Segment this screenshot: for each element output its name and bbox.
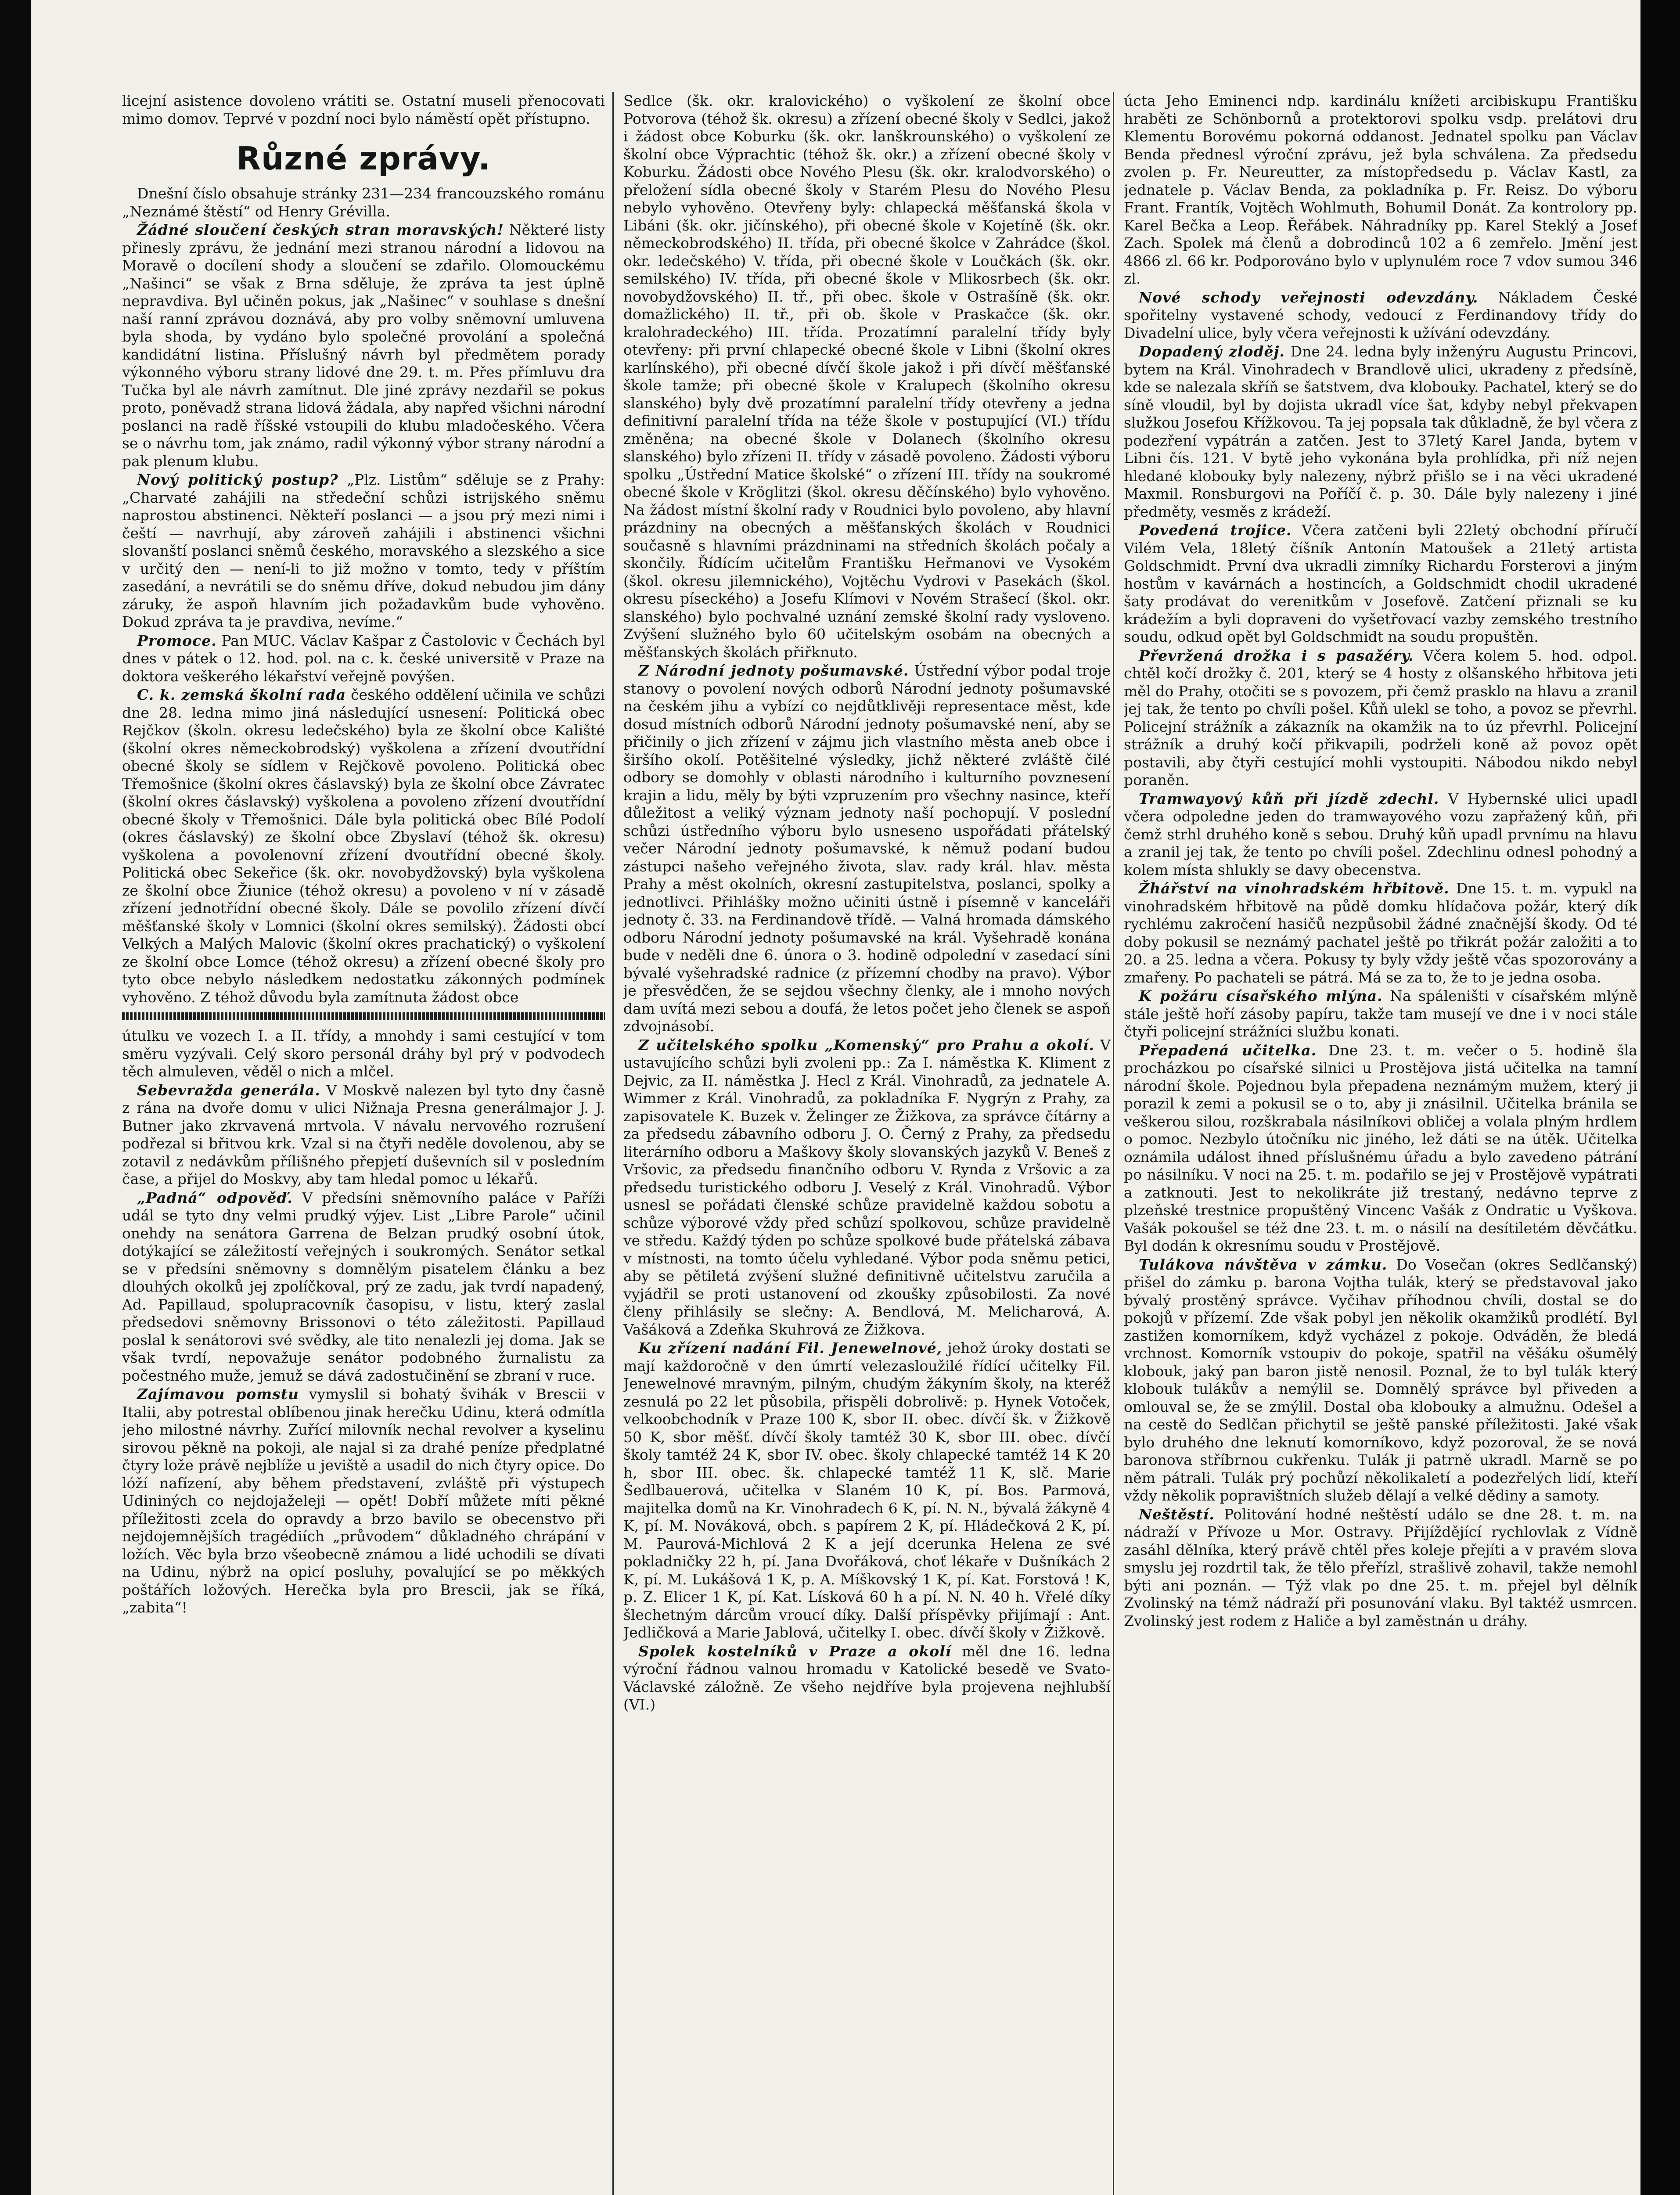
article-headline: Nový politický postup? bbox=[137, 471, 338, 488]
article-paragraph bbox=[1124, 790, 1637, 879]
article-text: měl dne 16. ledna výroční řádnou valnou hromadu v Katolické besedě ve Svato-Václavské záložně. Ze všeho nejdříve byla projevena nejhlubší (VI.) bbox=[623, 1642, 1111, 1713]
section-divider bbox=[122, 1012, 605, 1020]
article-text: úcta Jeho Eminenci ndp. kardinálu knížeti arcibiskupu Františku hraběti ze Schönbornů a protektorovi spolku vsdp. prelátovi dru Klementu Borovému pokorná oddanost. Jednatel spolku pan Václav Benda přednesl výroční zprávu, jež byla schválena. Za předsedu zvolen p. Fr. Neureutter, za místopředsedu p. Václav Kastl, za jednatele p. Václav Benda, za pokladníka p. Fr. Reisz. Do výboru Frant. Frantík, Vojtěch Wohlmuth, Bohumil Donát. Za kontrolory pp. Karel Bečka a Leop. Řeřábek. Náhradníky pp. Karel Steklý a Josef Zach. Spolek má členů a dobrodinců 102 a 6 zemřelo. Jmění jest 4866 zl. 66 kr. Podporováno bylo v uplynulém roce 7 vdov sumou 346 zl. bbox=[1124, 92, 1637, 287]
article-text: vymyslil si bohatý švihák v Brescii v Italii, aby potrestal oblíbenou jinak herečku Udinu, která odmítla jeho milostné návrhy. Zuřící milovník nechal revolver a kyselinu sirovou pěkně na pokoji, ale najal si za drahé peníze předplatné čtyry lože právě nejblíže u jeviště a usadil do nich čtyry opice. Do lóží nafízení, aby během představení, zvláště při výstupech Udininých co nejdojaželeji — opět! Dobří můžete míti pěkné příležitosti zcela do opravdy a brzo bavilo se obecenstvo při nejdojemnějších tragédiích „průvodem“ důkladného chrápání v ložích. Věc byla brzo všeobecně známou a lidé uchodili se dívati na Udinu, nýbrž na opicí posluhy, povalující se po měkkých poštářích ložových. Herečka byla pro Brescii, jak se říká, „zabita“! bbox=[122, 1385, 605, 1616]
article-headline: Z Národní jednoty pošumavské. bbox=[638, 662, 909, 679]
article-headline: K požáru císařského mlýna. bbox=[1139, 987, 1383, 1004]
article-text: „Plz. Listům“ sděluje se z Prahy: „Charvaté zahájili na středeční schůzi istrijského sněmu naprostou abstinenci. Někteří poslanci — a jsou prý mezi nimi i čeští — navrhují, aby zároveň zahájili i abstinenci všichni slovanští poslanci sněmů českého, moravského a slezského a sice v určitý den — není-li to již možno v tomto, tedy v příštím zasedání, a nevrátili se do sněmu dříve, dokud nebudou jim dány záruky, že aspoň hlavním jich požadavkům bude vyhověno. Dokud zpráva ta je pravdiva, nevíme.“ bbox=[122, 471, 605, 630]
article-paragraph bbox=[122, 92, 605, 128]
article-text: V předsíni sněmovního paláce v Paříži udál se tyto dny velmi prudký výjev. List „Libre Parole“ učinil onehdy na senátora Garrena de Belzan prudký osobní útok, dotýkající se záležitostí veřejných i soukromých. Senátor setkal se v předsíni sněmovny s domnělým pisatelem článku a bez dlouhých okolků jej zpolíčkoval, prý ze zadu, jak tvrdí napadený, Ad. Papillaud, spolupracovník časopisu, v listu, který zaslal předsedovi sněmovny Brissonovi o této záležitosti. Papillaud poslal k senátorovi své svědky, ale tito nenalezli jej doma. Jak se však tvrdí, nepovažuje senátor podobného žurnalistu za počestného muže, jemuž se dává zadostučinění se zbraní v ruce. bbox=[122, 1189, 605, 1384]
article-paragraph bbox=[1124, 522, 1637, 646]
article-text: Nákladem České spořitelny vystavené schody, vedoucí z Ferdinandovy třídy do Divadelní ulice, byly včera veřejnosti k užívání odevzdány. bbox=[1124, 288, 1637, 342]
article-text: útulku ve vozech I. a II. třídy, a mnohdy i sami cestující v tom směru vyzývali. Celý skoro personál dráhy byl prý v podvodech těch almuleven, věděl o nich a mlčel. bbox=[122, 1027, 605, 1080]
article-paragraph bbox=[122, 1189, 605, 1385]
article-text: Některé listy přinesly zprávu, že jednání mezi stranou národní a lidovou na Moravě o docílení shody a sloučení se zdařilo. Olomouckému „Našinci“ se však z Brna sděluje, že zpráva ta jest úplně nepravdiva. Byl učiněn pokus, jak „Našinec“ v souhlase s dnešní naší ranní zprávou doznává, aby pro volby sněmovní umluvena byla shoda, by vydáno bylo společné provolání a společná kandidátní listina. Příslušný návrh byl předmětem porady výkonného výboru strany lidové dne 29. t. m. Přes přímluvu dra Tučka byl ale návrh zamítnut. Dle jiné zprávy nezdařil se pokus proto, poněvadž strana lidová žádala, aby napřed všichni národní poslanci na radě říšské vstoupili do klubu mladočeského. Včera se o návrhu tom, jak známo, radil výkonný výbor strany národní a pak plenum klubu. bbox=[122, 221, 605, 470]
article-headline: Žhářství na vinohradském hřbitově. bbox=[1139, 880, 1450, 897]
article-headline: Převržená drožka i s pasažéry. bbox=[1139, 647, 1414, 664]
article-paragraph bbox=[1124, 987, 1637, 1041]
scan-edge-left bbox=[0, 0, 31, 2195]
article-text: Ústřední výbor podal troje stanovy o povolení nových odborů Národní jednoty pošumavské na českém jihu a vybízí co nejdůtklivěji representace měst, kde dosud místních odborů Národní jednoty pošumavské není, aby se přičinily o jich zřízení v zájmu jich vlastního města aneb obce i širšího okolí. Potěšitelné výsledky, jichž některé zvláště čilé odbory se domohly v oblasti národního i kulturního povznesení krajin a lidu, měly by býti vzpruzením pro všechny nasince, kteří důležitost a veliký význam jednoty naší pochopují. V poslední schůzi ústředního výboru bylo usneseno uspořádati přátelský večer Národní jednoty pošumavské, k němuž podaní budou zástupci našeho veřejného života, slav. rady král. hlav. města Prahy a měst okolních, okresní zastupitelstva, poslanci, spolky a jednotlivci. Přihlášky možno učiniti ústně i písemně v kanceláři jednoty č. 33. na Ferdinandově třídě. — Valná hromada dámského odboru Národní jednoty pošumavské na král. Vyšehradě konána bude v neděli dne 6. února o 3. hodině odpolední v zasedací síni bývalé vyšehradské radnice (z přízemní chodby na pravo). Výbor je přesvědčen, že se sejdou všechny členky, ale i mnoho nových dam uvítá mezi sebou a doufá, že letos počet jeho členek se aspoň zdvojnásobí. bbox=[623, 662, 1111, 1035]
article-headline: C. k. zemská školní rada bbox=[137, 686, 346, 703]
article-headline: Zajímavou pomstu bbox=[137, 1385, 299, 1403]
article-headline: Tulákova návštěva v zámku. bbox=[1139, 1256, 1388, 1273]
article-text: jehož úroky dostati se mají každoročně v den úmrtí velezasloužilé řídící učitelky Fil. Jenewelnové mravným, pilným, chudým žákyním školy, na kteréž zesnulá po 22 let působila, přispěli dobrolivě: p. Hynek Votoček, velkoobchodník v Praze 100 K, sbor II. obec. dívčí šk. v Žižkově 50 K, sbor měšť. dívčí školy tamtéž 30 K, sbor III. obec. dívčí školy tamtéž 24 K, sbor IV. obec. školy chlapecké tamtéž 14 K 20 h, sbor III. obec. šk. chlapecké tamtéž 11 K, slč. Marie Šedlbauerová, učitelka v Slaném 10 K, pí. Bos. Parmová, majitelka domů na Kr. Vinohradech 6 K, pí. N. N., bývalá žákyně 4 K, pí. M. Nováková, obch. s papírem 2 K, pí. Hládečková 2 K, pí. M. Paurová-Michlová 2 K a její dcerunka Helena ze své pokladničky 22 h, pí. Jana Dvořáková, choť lékaře v Dušníkách 2 K, pí. M. Lukášová 1 K, p. A. Míškovský 1 K, pí. Kat. Forstová ! K, p. Z. Elicer 1 K, pí. Kat. Lísková 60 h a pí. N. N. 40 h. Vřelé díky šlechetným dárcům vroucí díky. Další příspěvky přijímají : Ant. Jedličková a Marie Jablová, učitelky I. obec. dívčí školy v Žižkově. bbox=[623, 1339, 1111, 1641]
article-text: Dne 15. t. m. vypukl na vinohradském hřbitově na půdě domku hlídačova požár, který dík rychlému zakročení hasičů nezpůsobil žádné značnější škody. Od té doby pokusil se neznámý pachatel ještě po třikrát požár založiti a to 20. a 25. ledna a včera. Pokusy ty byly vždy ještě včas spozorovány a zmařeny. Po pachateli se pátrá. Má se za to, že to je jedna osoba. bbox=[1124, 880, 1637, 986]
article-paragraph bbox=[122, 686, 605, 1006]
article-paragraph bbox=[1124, 647, 1637, 789]
article-paragraph bbox=[623, 1339, 1111, 1642]
article-text: Do Vosečan (okres Sedlčanský) přišel do zámku p. barona Vojtha tulák, který se představoval jako bývalý prostěný správce. Vyčihav příhodnou chvíli, dostal se do pokojů v přízemí. Zde však pobyl jen několik okamžiků prodlétí. Byl zastižen komorníkem, když vycházel z pokoje. Odváděn, že bledá vrchnost. Komorník vstoupiv do pokoje, spatřil na věšáku ošumělý klobouk, jaký pan baron jistě nenosil. Poznal, že to byl tulák který klobouk tulákův a nemýlil se. Domnělý správce byl přiveden a omlouval se, že se zmýlil. Dostal oba klobouky a almužnu. Odešel a na cestě do Sedlčan přichytil se ještě panské příležitosti. Jaké však bylo druhého dne leknutí komorníkovo, když pozoroval, že se nová baronova stříbrnou cukřenku. Tulák ji patrně ukradl. Marně se po něm pátrali. Tulák prý pochůzí několikaletí a podezřelých lidí, kteří vždy několik popravištních služeb dělají a velké dědiny a samoty. bbox=[1124, 1256, 1637, 1504]
article-paragraph bbox=[1124, 880, 1637, 986]
article-paragraph bbox=[1124, 92, 1637, 288]
article-headline: Přepadená učitelka. bbox=[1139, 1041, 1317, 1059]
article-paragraph bbox=[623, 662, 1111, 1036]
article-paragraph bbox=[1124, 1042, 1637, 1255]
article-text: Politování hodné neštěstí událo se dne 28. t. m. na nádraží v Přívoze u Mor. Ostravy. Přijíždějící rychlovlak z Vídně zasáhl dělníka, který právě chtěl přes koleje přejíti a v pravém slova smyslu jej rozdrtil tak, že tělo přeřízl, strašlivě zohavil, takže nemohl býti ani poznán. — Týž vlak po dne 25. t. m. přejel byl dělník Zvolinský na témž nádraží při posunování vlaku. Byl taktéž usmrcen. Zvolinský jest rodem z Haliče a byl zaměstnán u dráhy. bbox=[1124, 1505, 1637, 1630]
article-text: Dnešní číslo obsahuje stránky 231—234 francouzského románu „Neznámé štěstí“ od Henry Grévilla. bbox=[122, 185, 605, 220]
article-headline: Promoce. bbox=[137, 632, 217, 649]
article-text: V ustavujícího schůzi byli zvoleni pp.: Za I. náměstka K. Kliment z Dejvic, za II. náměstka J. Hecl z Král. Vinohradů, za jednatele A. Wimmer z Král. Vinohradů, za pokladníka F. Nygrýn z Prahy, za zapisovatele K. Buzek v. Želinger ze Žižkova, za správce čítárny a za předsedu zábavního odboru J. O. Černý z Prahy, za předsedu literárního odboru a Maškovy školy slovanských jazyků V. Beneš z Vršovic, za předsedu finančního odboru V. Rynda z Vršovic a za předsedu turistického odboru J. Veselý z Král. Vinohradů. Výbor usnesl se pořádati členské schůze pravidelně každou sobotu a schůze výborové vždy před schůzí spolkovou, schůze pravidelně ve středu. Každý týden po schůze spolkové bude přátelská zábava v místnosti, na tomto účelu vyhledané. Výbor poda sněmu petici, aby se pětiletá zvýšení služné definitivně učitelstvu zaručila a vyjádřil se proti ustanovení od zkoušky způsobilosti. Za nové členy přihlásily se slečny: A. Bendlová, M. Melicharová, A. Vašáková a Zdeňka Skuhrová ze Žižkova. bbox=[623, 1036, 1111, 1338]
article-paragraph bbox=[122, 1027, 605, 1081]
article-headline: Povedená trojice. bbox=[1139, 522, 1292, 539]
column-2 bbox=[623, 92, 1111, 2195]
article-text: licejní asistence dovoleno vrátiti se. Ostatní museli přenocovati mimo domov. Teprvé v pozdní noci bylo náměstí opět přístupno. bbox=[122, 92, 605, 127]
article-paragraph bbox=[623, 1643, 1111, 1714]
scan-edge-right bbox=[1640, 0, 1680, 2195]
article-paragraph bbox=[122, 632, 605, 686]
article-headline: Ku zřízení nadání Fil. Jenewelnové, bbox=[638, 1339, 943, 1357]
article-headline: Tramwayový kůň při jízdě zdechl. bbox=[1139, 790, 1439, 807]
article-paragraph bbox=[122, 1385, 605, 1617]
article-paragraph bbox=[122, 221, 605, 470]
article-headline: Nové schody veřejnosti odevzdány. bbox=[1139, 288, 1479, 306]
article-paragraph bbox=[1124, 289, 1637, 342]
article-headline: Z učitelského spolku „Komenský“ pro Prahu a okolí. bbox=[638, 1036, 1094, 1054]
article-text: Dne 24. ledna byly inženýru Augustu Princovi, bytem na Král. Vinohradech v Brandlově ulici, ukradeny z předsíně, kde se nalezala skříň se šatstvem, dva klobouky. Pachatel, který se do síně vloudil, byl by dojista ukradl více šat, kdyby nebyl překvapen služkou Josefou Křížkovou. Ta jej popsala tak důkladně, že byl včera z podezření vypátrán a zatčen. Jest to 37letý Karel Janda, bytem v Libni čís. 121. V bytě jeho vykonána byla prohlídka, při níž nejen hledané klobouky byly nalezeny, nýbrž přišlo se i na věci ukradené Maxmil. Ronsburgovi na Poříčí č. p. 30. Dále byly nalezeny i jiné předměty, vesměs z krádeží. bbox=[1124, 343, 1637, 520]
article-paragraph bbox=[623, 1036, 1111, 1339]
article-paragraph bbox=[122, 185, 605, 220]
article-text: V Moskvě nalezen byl tyto dny časně z rána na dvoře domu v ulici Nižnaja Presna generálmajor J. J. Butner jako zkrvavená mrtvola. V návalu nervového rozrušení podřezal si břitvou krk. Vzal si na čtyři neděle dovolenou, aby se zotavil z nedávkům přílišného přepjetí duševních sil v posledním čase, a přijel do Moskvy, aby tam hledal pomoc u lékařů. bbox=[122, 1081, 605, 1187]
article-headline: „Padná“ odpověď. bbox=[137, 1189, 293, 1206]
article-text: V Hybernské ulici upadl včera odpoledne jeden do tramwayového vozu zapřažený kůň, při čemž strhl druhého koně s sebou. Druhý kůň upadl prvnímu na hlavu a zranil jej tak, že tento po chvíli pošel. Zdechlinu odnesl pohodný a kolem místa shlukly se davy obecenstva. bbox=[1124, 790, 1637, 878]
column-rule bbox=[1113, 92, 1114, 2195]
column-3 bbox=[1124, 92, 1637, 2195]
section-title: Různé zprávy. bbox=[236, 140, 491, 177]
article-headline: Neštěstí. bbox=[1139, 1505, 1215, 1523]
article-text: Včera zatčeni byli 22letý obchodní příručí Vilém Vela, 18letý číšník Antonín Matoušek a 21letý artista Goldschmidt. První dva ukradli zimníky Richardu Forsterovi a jiným hostům v kavárnách a hostincích, a Goldschmidt chodil ukradené šaty prodávat do verenitkům v Josefově. Zatčení přiznali se ku krádežím a byli dopraveni do vyšetřovací vazby zemského trestního soudu, odkud opět byl Goldschmidt na soudu propuštěn. bbox=[1124, 522, 1637, 645]
article-headline: Sebevražda generála. bbox=[137, 1081, 320, 1099]
article-headline: Dopadený zloděj. bbox=[1139, 343, 1285, 360]
article-paragraph bbox=[1124, 1506, 1637, 1630]
article-text: Pan MUC. Václav Kašpar z Častolovic v Čechách byl dnes v pátek o 12. hod. pol. na c. k. české universitě v Praze na doktora veškerého lékařství veřejně povýšen. bbox=[122, 632, 605, 685]
article-text: Sedlce (šk. okr. kralovického) o vyškolení ze školní obce Potvorova (téhož šk. okresu) a zřízení obecné školy v Sedlci, jakož i žádost obce Koburku (šk. okr. lanškrounského) o vyškolení ze školní obce Výprachtic (téhož šk. okr.) a zřízení obecné školy v Koburku. Žádosti obce Nového Plesu (šk. okr. kralodvorského) o přeložení sídla obecné školy v Starém Plesu do Nového Plesu nebylo vyhověno. Otevřeny byly: chlapecká měšťanská škola v Libáni (šk. okr. jičínského), při obecné škole v Kojetíně (šk. okr. německobrodského) II. třída, při obecné školce v Zahrádce (škol. okr. ledečského) V. třída, při obecné škole v Loučkách (šk. okr. semilského) IV. třída, při obecné škole v Mlikosrbech (šk. okr. novobydžovského) II. tř., při obec. škole v Ostrašíně (šk. okr. domažlického) II. tř., při ob. škole v Praskačce (šk. okr. kralohradeckého) III. třída. Prozatímní paralelní třídy byly otevřeny: při první chlapecké obecné škole v Libni (školní okres karlínského), při obecné dívčí škole jakož i při dívčí měšťanské škole tamže; při obecné škole v Kralupech (školního okresu slanského) byly dvě prozatímní paralelní třídy otevřeny a jedna definitivní paralelní třída na téže škole v postupující (VI.) třídu změněna; na obecné škole v Dolanech (školního okresu slanského) bylo zřízeni II. třídy v zásadě povoleno. Žádosti výboru spolku „Ústřední Matice školské“ o zřízení III. třídy na soukromé obecné škole v Kröglitzi (škol. okresu děčínského) bylo vyhověno. Na žádost místní školní rady v Roudnici bylo povoleno, aby hlavní prázdniny na obecných a měšťanských školách v Roudnici současně s hlavními prázdninami na středních školách počaly a skončily. Řídícím učitelům Františku Heřmanovi ve Vysokém (škol. okresu jilemnického), Vojtěchu Vydrovi v Pasekách (škol. okresu píseckého) a Josefu Klímovi v Novém Strašecí (škol. okr. slanského) bylo pochvalné uznání zemské školní rady vysloveno. Zvýšení služného bylo 60 učitelským osobám na obecných a měšťanských školách přiřknuto. bbox=[623, 92, 1111, 661]
column-1 bbox=[122, 92, 605, 2195]
article-text: Dne 23. t. m. večer o 5. hodině šla procházkou po císařské silnici u Prostějova jistá učitelka na tamní národní škole. Pojednou byla přepadena neznámým mužem, který ji porazil k zemi a pokusil se o to, aby ji znásilnil. Učitelka bránila se veškerou silou, rozškrabala násilníkovi obličej a volala plným hrdlem o pomoc. Nezbylo útočníku nic jiného, lež dáti se na útěk. Učitelka oznámila událost ihned příslušnému úřadu a bylo zavedeno pátrání po násilníku. V noci na 25. t. m. podařilo se jej v Prostějově vypátrati a zatknouti. Jest to nekolikráte již trestaný, nedávno teprve z plzeňské trestnice propuštěný Vincenc Vašák z Ondratic u Vyškova. Vašák pokoušel se též dne 23. t. m. o násilí na desítiletém děvčátku. Byl dodán k okresnímu soudu v Prostějově. bbox=[1124, 1041, 1637, 1254]
article-text: Na spáleništi v císařském mlýně stále ještě hoří zásoby papíru, takže tam musejí ve dne i v noci stále čtyři policejní strážníci službu konati. bbox=[1124, 987, 1637, 1040]
article-headline: Žádné sloučení českých stran moravských! bbox=[137, 221, 504, 238]
article-headline: Spolek kostelníků v Praze a okolí bbox=[638, 1642, 952, 1660]
column-rule bbox=[612, 92, 614, 2195]
article-text: Včera kolem 5. hod. odpol. chtěl kočí drožky č. 201, který se 4 hosty z olšanského hřbitova jeti měl do Prahy, otočiti se s povozem, při čemž prasklo na hlavu a zranil jej tak, že tento po chvíli pošel. Kůň ulekl se toho, a povoz se převrhl. Policejní strážník a zákazník na okamžik na to úz převrhl. Policejní strážník a druhý kočí přikvapili, podrželi koně až povoz opět postavili, aby čtyři cestující mohli vystoupiti. Nábodou nikdo nebyl poraněn. bbox=[1124, 647, 1637, 788]
article-paragraph bbox=[122, 1082, 605, 1188]
article-text: českého oddělení učinila ve schůzi dne 28. ledna mimo jiná následující usnesení: Politická obec Rejčkov (školn. okresu ledečského) byla ze školní obce Kališté (školní okres německobrodský) vyškolena a zřízení dvoutřídní obecné školy se sídlem v Rejčkově povoleno. Politická obec Třemošnice (školní okres čáslavský) byla ze školní obce Závratec (školní okres čáslavský) vyškolena a povoleno zřízení dvoutřídní obecné školy v Třemošnici. Dále byla politická obec Bílé Podolí (okres čáslavský) ze školní obce Zbyslaví (téhož šk. okresu) vyškolena a povolenovní zřízení dvoutřídní obecné školy. Politická obec Sekeřice (šk. okr. novobydžovský) byla vyškolena ze školní obce Žiunice (téhož okresu) a povoleno v ní v zásadě zřízení jednotřídní obecné školy. Dále se povolilo zřízení dívčí měšťanské školy v Lomnici (školní okres semilský). Žádosti obcí Velkých a Malých Malovic (školní okres prachatický) o vyškolení ze školní obce Lomce (téhož okresu) a zřízení obecné školy pro tyto obce nebylo následkem nedostatku zákonných podmínek vyhověno. Z téhož důvodu byla zamítnuta žádost obce bbox=[122, 686, 605, 1006]
article-paragraph bbox=[1124, 343, 1637, 521]
article-paragraph bbox=[623, 92, 1111, 661]
article-paragraph bbox=[1124, 1256, 1637, 1505]
article-paragraph bbox=[122, 471, 605, 631]
